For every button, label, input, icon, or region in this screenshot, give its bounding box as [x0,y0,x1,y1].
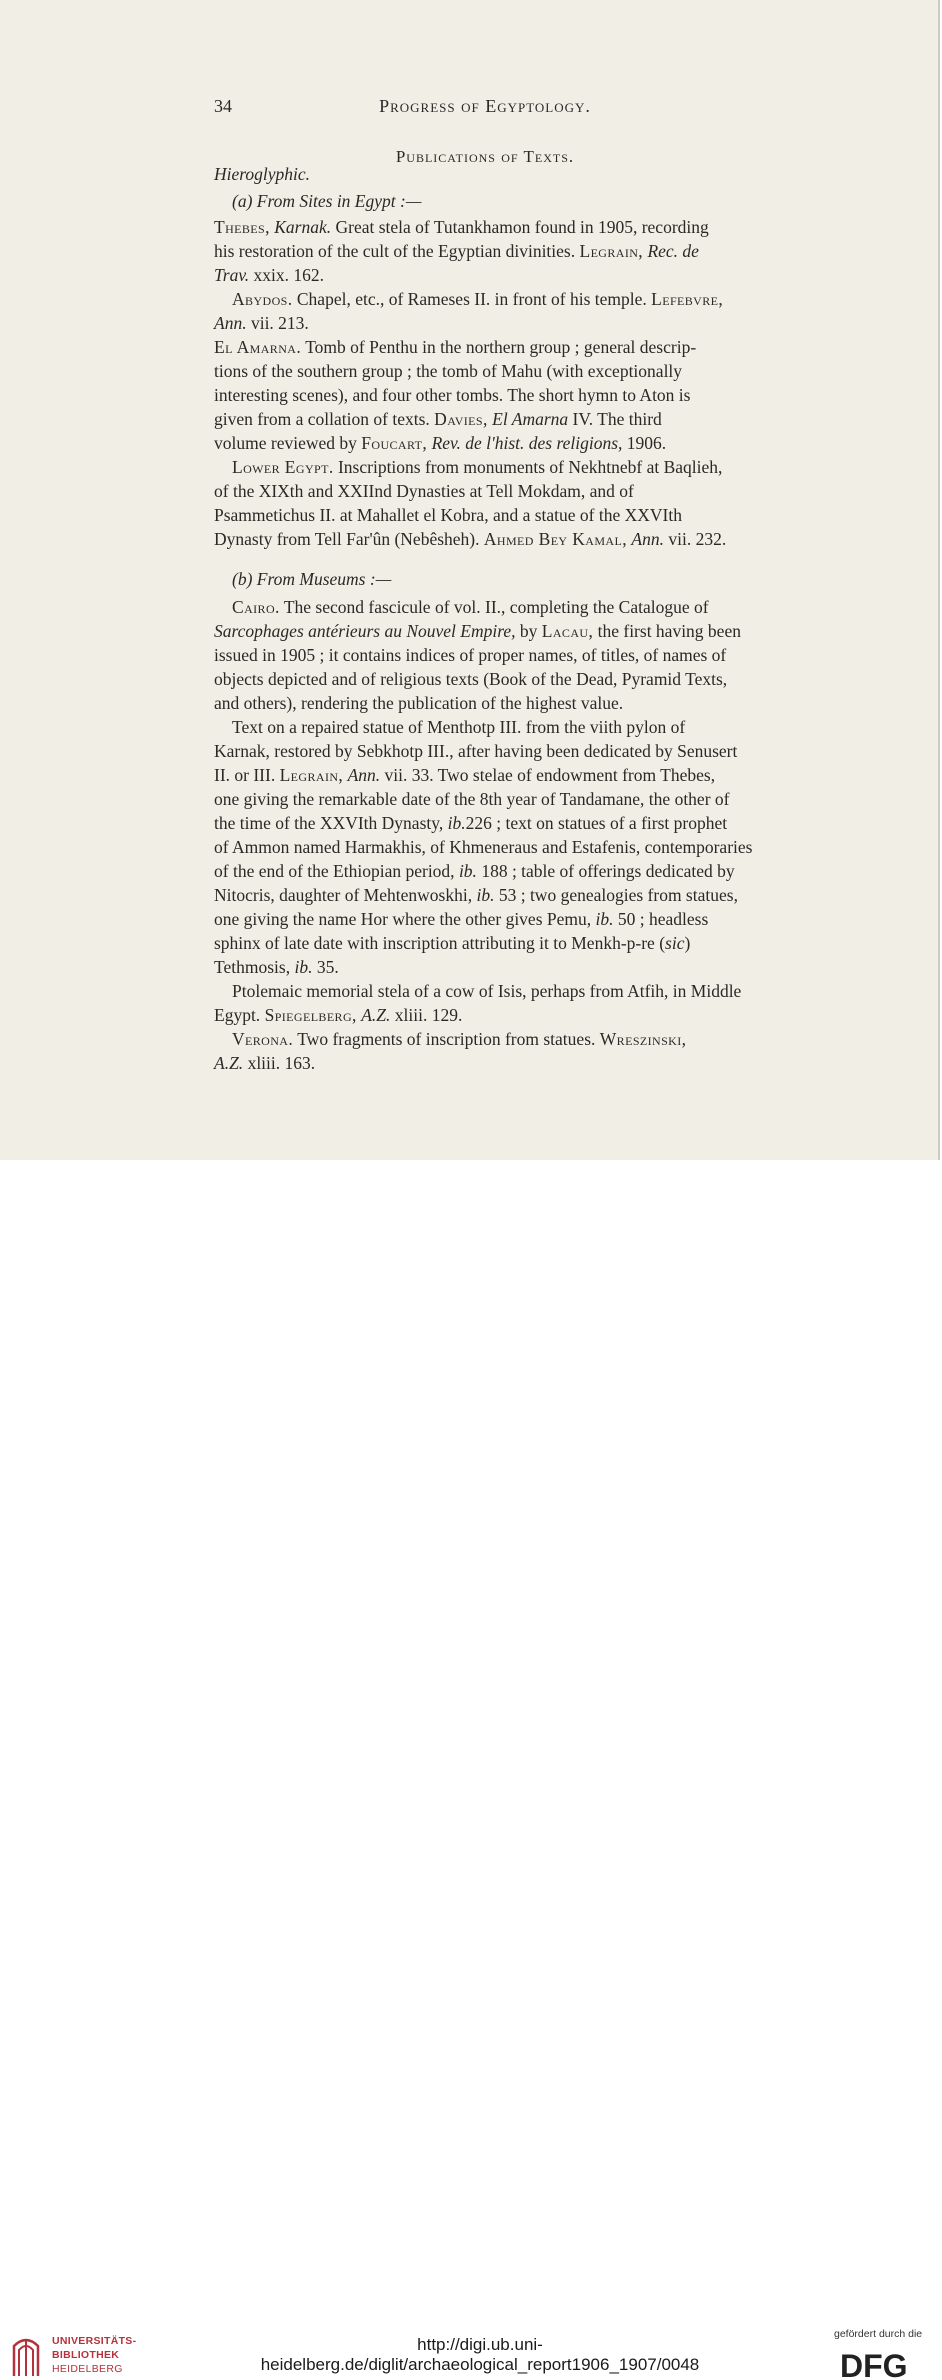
text-line: Karnak, restored by Sebkhotp III., after having been dedicated by Senusert [214,741,738,761]
text-line: sphinx of late date with inscription attributing it to Menkh-p-re (sic) [214,933,691,953]
source-url-link[interactable]: http://digi.ub.uni-heidelberg.de/diglit/archaeological_report1906_1907/0048 [260,2335,700,2374]
subhead-from-sites: (a) From Sites in Egypt :— [232,191,422,211]
text-line: Lower Egypt. Inscriptions from monuments of Nekhtnebf at Baqlieh, [232,457,723,477]
text-line: Ann. vii. 213. [214,313,309,333]
text-line: Cairo. The second fascicule of vol. II., completing the Catalogue of [232,597,709,617]
text-line: objects depicted and of religious texts (Book of the Dead, Pyramid Texts, [214,669,728,689]
dfg-logo-icon [840,2350,930,2380]
library-name-line-1: UNIVERSITÄTS- [52,2335,137,2347]
text-line: Thebes, Karnak. Great stela of Tutankhamon found in 1905, recording [214,217,709,237]
viewer-footer [0,1160,942,2380]
text-line: II. or III. Legrain, Ann. vii. 33. Two stelae of endowment from Thebes, [214,765,716,785]
text-line: Ptolemaic memorial stela of a cow of Isis, perhaps from Atfih, in Middle [232,981,742,1001]
text-line: tions of the southern group ; the tomb of Mahu (with exceptionally [214,361,683,381]
library-name-line-3: HEIDELBERG [52,2363,123,2375]
subsection-heading: Hieroglyphic. [214,164,311,184]
text-line: of the end of the Ethiopian period, ib. 188 ; table of offerings dedicated by [214,861,735,881]
text-line: Egypt. Spiegelberg, A.Z. xliii. 129. [214,1005,463,1025]
text-line: Dynasty from Tell Far'ûn (Nebêsheh). Ahmed Bey Kamal, Ann. vii. 232. [214,529,727,549]
scanned-page [0,0,940,1160]
text-line: one giving the name Hor where the other gives Pemu, ib. 50 ; headless [214,909,709,929]
text-line: volume reviewed by Foucart, Rev. de l'hist. des religions, 1906. [214,433,667,453]
text-line: Trav. xxix. 162. [214,265,325,285]
text-line: of the XIXth and XXIInd Dynasties at Tell Mokdam, and of [214,481,634,501]
text-line: Tethmosis, ib. 35. [214,957,339,977]
text-line: interesting scenes), and four other tombs. The short hymn to Aton is [214,385,691,405]
text-line: the time of the XXVIth Dynasty, ib.226 ; text on statues of a first prophet [214,813,728,833]
svg-text:DFG: DFG [840,2350,908,2380]
text-line: Sarcophages antérieurs au Nouvel Empire, by Lacau, the first having been [214,621,741,641]
university-library-logo-icon [10,2332,42,2378]
subhead-from-museums: (b) From Museums :— [232,569,392,589]
text-line: given from a collation of texts. Davies, El Amarna IV. The third [214,409,662,429]
text-line: Psammetichus II. at Mahallet el Kobra, and a statue of the XXVIth [214,505,682,525]
text-line: issued in 1905 ; it contains indices of proper names, of titles, of names of [214,645,727,665]
text-line: Nitocris, daughter of Mehtenwoskhi, ib. 53 ; two genealogies from statues, [214,885,738,905]
text-line: El Amarna. Tomb of Penthu in the northern group ; general descrip- [214,337,697,357]
library-name-line-2: BIBLIOTHEK [52,2349,120,2361]
text-line: Text on a repaired statue of Menthotp III. from the viith pylon of [232,717,686,737]
text-line: of Ammon named Harmakhis, of Khmeneraus and Estafenis, contemporaries [214,837,753,857]
text-line: and others), rendering the publication of the highest value. [214,693,624,713]
text-line: Verona. Two fragments of inscription from statues. Wreszinski, [232,1029,687,1049]
text-line: his restoration of the cult of the Egyptian divinities. Legrain, Rec. de [214,241,699,261]
running-title: Progress of Egyptology. [379,96,591,116]
section-title: Publications of Texts. [395,147,575,166]
text-line: Abydos. Chapel, etc., of Rameses II. in front of his temple. Lefebvre, [232,289,724,309]
text-line: A.Z. xliii. 163. [214,1053,316,1073]
text-line: one giving the remarkable date of the 8th year of Tandamane, the other of [214,789,730,809]
page-number: 34 [214,96,232,116]
sponsor-tagline: gefördert durch die [834,2328,923,2340]
